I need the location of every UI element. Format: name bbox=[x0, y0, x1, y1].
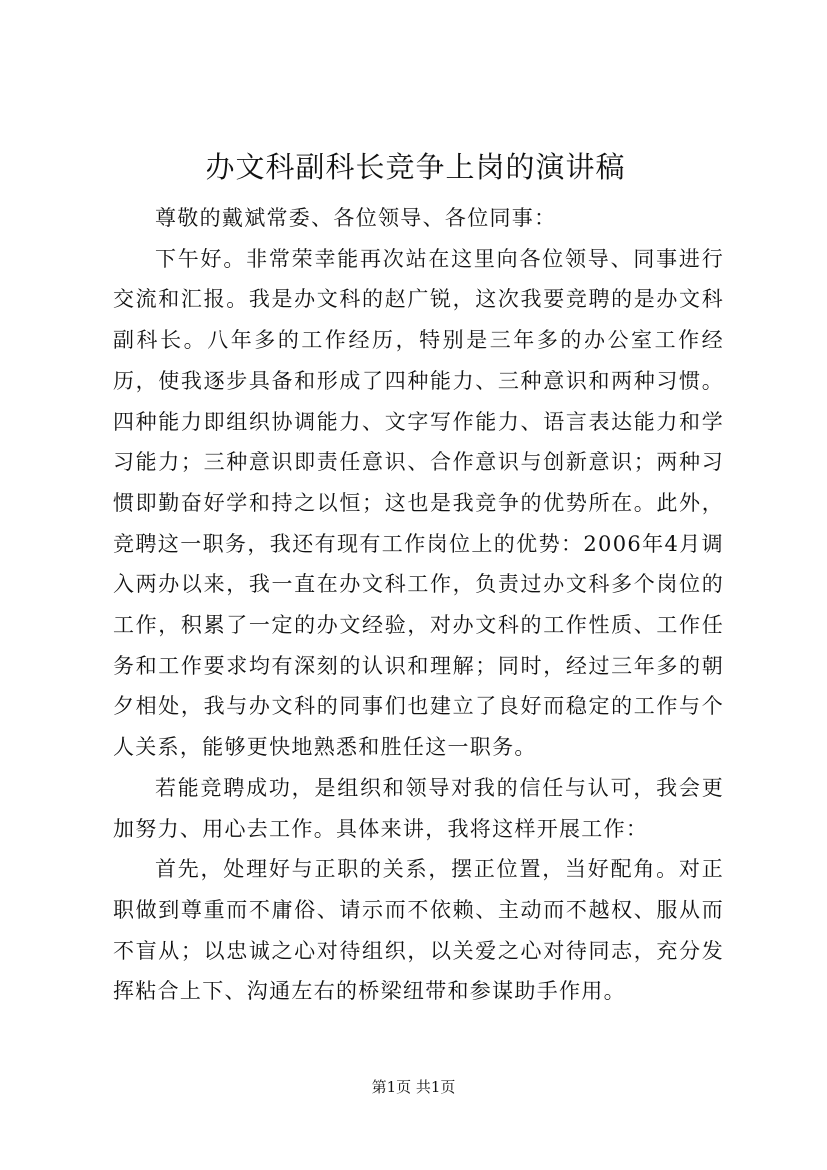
salutation-paragraph: 尊敬的戴斌常委、各位领导、各位同事： bbox=[155, 206, 557, 230]
page-footer: 第1页 共1页 bbox=[371, 1078, 456, 1096]
document-body bbox=[113, 198, 724, 1012]
body-paragraph-introduction: 下午好。非常荣幸能再次站在这里向各位领导、同事进行交流和汇报。我是办文科的赵广锐，这次我要竞聘的是办文科副科长。八年多的工作经历，特别是三年多的办公室工作经历，使我逐步具备和形成了四种能力、三种意识和两种习惯。四种能力即组织协调能力、文字写作能力、语言表达能力和学习能力；三种意识即责任意识、合作意识与创新意识；两种习惯即勤奋好学和持之以恒；这也是我竞争的优势所在。此外，竞聘这一职务，我还有现有工作岗位上的优势：2006年4月调入两办以来，我一直在办文科工作，负责过办文科多个岗位的工作，积累了一定的办文经验，对办文科的工作性质、工作任务和工作要求均有深刻的认识和理解；同时，经过三年多的朝夕相处，我与办文科的同事们也建立了良好而稳定的工作与个人关系，能够更快地熟悉和胜任这一职务。 bbox=[113, 246, 724, 760]
body-paragraph-commitment: 若能竞聘成功，是组织和领导对我的信任与认可，我会更加努力、用心去工作。具体来讲，我将这样开展工作： bbox=[113, 775, 724, 841]
body-paragraph-first-point: 首先，处理好与正职的关系，摆正位置，当好配角。对正职做到尊重而不庸俗、请示而不依赖、主动而不越权、服从而不盲从；以忠诚之心对待组织，以关爱之心对待同志，充分发挥粘合上下、沟通左右的桥梁纽带和参谋助手作用。 bbox=[113, 857, 724, 1004]
document-title: 办文科副科长竞争上岗的演讲稿 bbox=[205, 150, 626, 184]
